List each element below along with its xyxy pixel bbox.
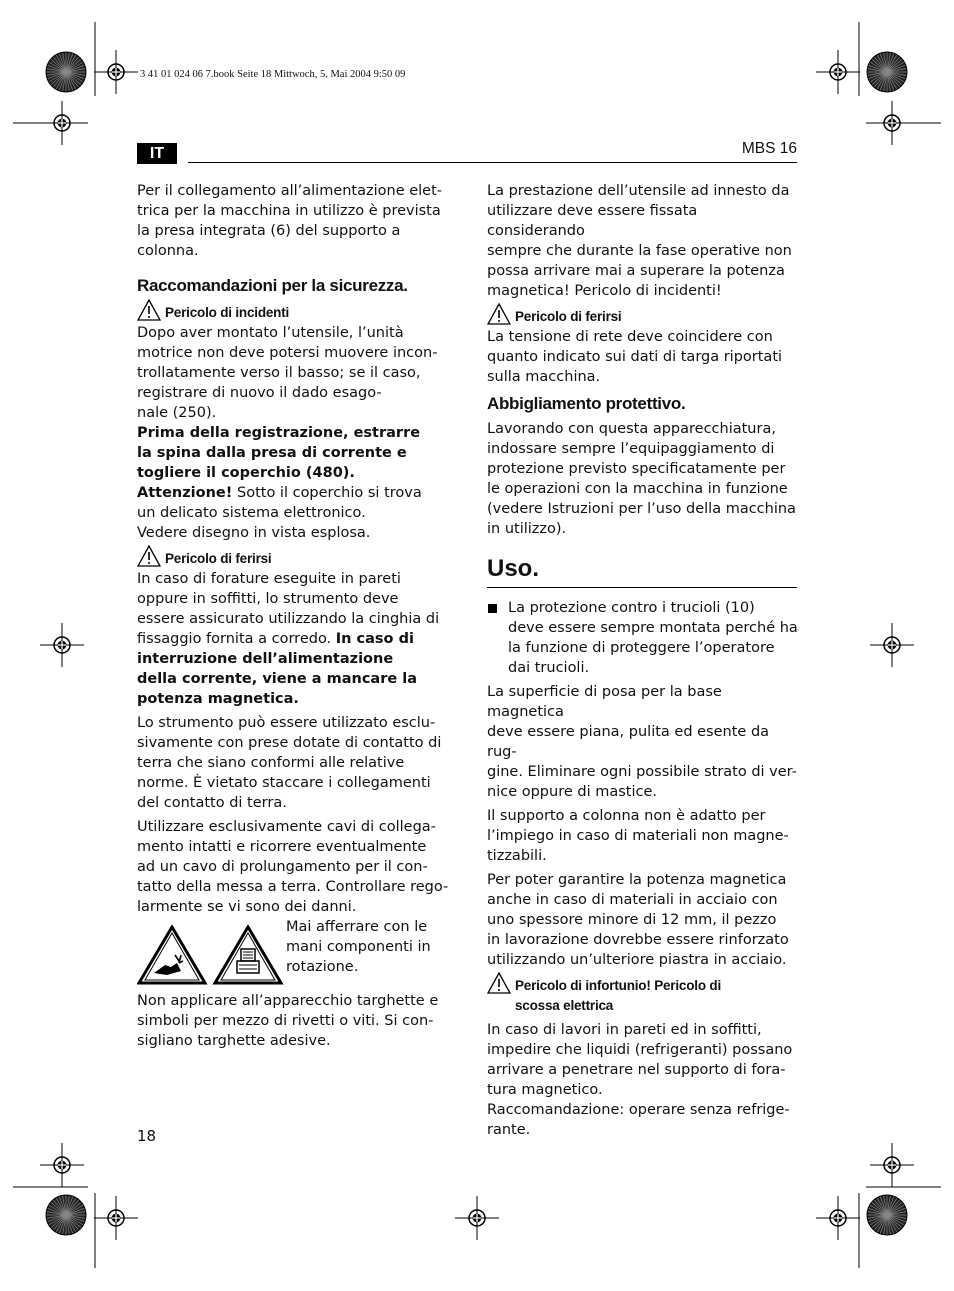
registration-starburst-icon [46, 52, 86, 92]
warning-electric-shock [487, 976, 799, 1016]
text-line: deve essere sempre montata perché ha [508, 620, 798, 636]
text-line: in utilizzo). [487, 521, 567, 537]
text-line: utilizzando un’ulteriore piastra in acciaio. [487, 952, 787, 968]
crosshair-icon [870, 101, 914, 145]
text-line: trollatamente verso il basso; se il caso, [137, 365, 421, 381]
crosshair-icon [870, 1143, 914, 1187]
text-line: impedire che liquidi (refrigeranti) possano [487, 1042, 793, 1058]
text-line: togliere il coperchio (480). [137, 465, 355, 481]
text-line: arrivare a penetrare nel supporto di fora- [487, 1062, 786, 1078]
text-line: nice oppure di mastice. [487, 784, 657, 800]
warning-title: Pericolo di ferirsi [515, 309, 622, 324]
text-line: potenza magnetica. [137, 691, 299, 707]
text-line: in lavorazione dovrebbe essere rinforzato [487, 932, 789, 948]
text-line: uno spessore minore di 12 mm, il pezzo [487, 912, 777, 928]
text-line: mento intatti e ricorrere eventualmente [137, 839, 427, 855]
text-line: della corrente, viene a mancare la [137, 671, 418, 687]
warning-triangle-icon [487, 303, 511, 325]
text-line: simboli per mezzo di rivetti o viti. Si con- [137, 1013, 434, 1029]
text-line: (vedere Istruzioni per l’uso della macchina [487, 501, 796, 517]
text-line: deve essere piana, pulita ed esente da rug- [487, 724, 770, 760]
crosshair-icon [816, 1196, 860, 1240]
text-line: sulla macchina. [487, 369, 601, 385]
book-file-line: 3 41 01 024 06 7.book Seite 18 Mittwoch, 5. Mai 2004 9:50 09 [140, 69, 406, 80]
text-line: Utilizzare esclusivamente cavi di collega- [137, 819, 436, 835]
warning-injury-1 [137, 549, 452, 569]
warning-title: Pericolo di ferirsi [165, 551, 272, 566]
text-line: Raccomandazione: operare senza refrige- [487, 1102, 790, 1118]
cables-paragraph [137, 817, 452, 917]
text-line: la presa integrata (6) del supporto a [137, 223, 401, 239]
text-line: quanto indicato sui dati di targa riportati [487, 349, 783, 365]
text-line: Non applicare all’apparecchio targhette e [137, 993, 439, 1009]
voltage-body [487, 327, 799, 387]
text-line: La tensione di rete deve coincidere con [487, 329, 773, 345]
header-rule [188, 162, 797, 163]
text-line: l’impiego in caso di materiali non magne- [487, 828, 789, 844]
text-line: ad un cavo di prolungamento per il con- [137, 859, 428, 875]
text-line: un delicato sistema elettronico. [137, 505, 366, 521]
text-line: tizzabili. [487, 848, 547, 864]
text-line: magnetica! Pericolo di incidenti! [487, 283, 722, 299]
text-line: rotazione. [286, 959, 359, 975]
crosshair-icon [870, 623, 914, 667]
warning-incidents [137, 303, 452, 323]
text-line: del contatto di terra. [137, 795, 287, 811]
text-line: norme. È vietato staccare i collegamenti [137, 775, 431, 791]
left-column [137, 181, 452, 1051]
text-line: tatto della messa a terra. Controllare rego- [137, 879, 449, 895]
crosshair-icon [94, 50, 138, 94]
intro-paragraph [137, 181, 452, 261]
steel-paragraph [487, 870, 799, 970]
text-line: dai trucioli. [508, 660, 590, 676]
text-line: Mai afferrare con le [286, 919, 428, 935]
text-line: indossare sempre l’equipaggiamento di [487, 441, 775, 457]
incidents-body [137, 323, 452, 423]
text-line: sivamente con prese dotate di contatto di [137, 735, 442, 751]
rotating-parts-hand-icon [137, 925, 287, 987]
text-line: nale (250). [137, 405, 217, 421]
text-line: Prima della registrazione, estrarre [137, 425, 421, 441]
text-line: In caso di forature eseguite in pareti [137, 571, 401, 587]
text-line: Dopo aver montato l’utensile, l’unità [137, 325, 404, 341]
language-badge: IT [137, 143, 177, 164]
protective-body [487, 419, 799, 539]
text-line: Lo strumento può essere utilizzato esclu- [137, 715, 436, 731]
text-line: trica per la macchina in utilizzo è prevista [137, 203, 441, 219]
power-paragraph [487, 181, 799, 301]
text-line: tura magnetico. [487, 1082, 603, 1098]
text-line: gine. Eliminare ogni possibile strato di ver- [487, 764, 797, 780]
warning-title: Pericolo di incidenti [165, 305, 290, 320]
text-line: le operazioni con la macchina in funzione [487, 481, 788, 497]
text-line: La prestazione dell’utensile ad innesto da [487, 183, 790, 199]
chip-guard-bullet [487, 598, 799, 678]
text-line: rante. [487, 1122, 531, 1138]
drilling-mixed-line: fissaggio fornita a corredo. In caso di [137, 631, 414, 647]
text-line: mani componenti in [286, 939, 431, 955]
crosshair-icon [40, 101, 84, 145]
warning-triangle-icon [487, 972, 511, 994]
text-line: utilizzare deve essere fissata considerando [487, 203, 698, 239]
crosshair-icon [40, 623, 84, 667]
text-line: anche in caso di materiali in acciaio con [487, 892, 778, 908]
text-line: possa arrivare mai a superare la potenza [487, 263, 785, 279]
text-line: larmente se vi sono dei danni. [137, 899, 357, 915]
text-line: sigliano targhette adesive. [137, 1033, 331, 1049]
crosshair-icon [94, 1196, 138, 1240]
text-line: Pericolo di infortunio! Pericolo di [515, 978, 722, 993]
text-line: La protezione contro i trucioli (10) [508, 600, 755, 616]
text-line: Il supporto a colonna non è adatto per [487, 808, 766, 824]
page-number: 18 [137, 1127, 157, 1145]
warning-injury-2 [487, 307, 799, 327]
text-line: essere assicurato utilizzando la cinghia di [137, 611, 440, 627]
text-line: registrare di nuovo il dado esago- [137, 385, 382, 401]
text-line: Vedere disegno in vista esplosa. [137, 525, 371, 541]
crosshair-icon [455, 1196, 499, 1240]
model-label: MBS 16 [741, 140, 797, 157]
attention-label: Attenzione! [137, 485, 233, 501]
text-line: Lavorando con questa apparecchiatura, [487, 421, 776, 437]
text-line: In caso di lavori in pareti ed in soffitti, [487, 1022, 762, 1038]
attention-line: Attenzione! Sotto il coperchio si trova [137, 485, 422, 501]
attention-tail [137, 503, 452, 543]
liquids-paragraph [487, 1020, 799, 1140]
text-line: motrice non deve potersi muovere incon- [137, 345, 438, 361]
use-heading: Uso. [487, 555, 540, 582]
bullet-square-icon [488, 604, 497, 613]
unplug-instruction [137, 423, 452, 483]
text-line: scossa elettrica [515, 998, 614, 1013]
labels-paragraph [137, 991, 452, 1051]
drilling-body [137, 569, 452, 629]
ground-paragraph [137, 713, 452, 813]
text-line: terra che siano conformi alle relative [137, 755, 405, 771]
text-line: oppure in soffitti, lo strumento deve [137, 591, 399, 607]
safety-heading: Raccomandazioni per la sicurezza. [137, 276, 408, 295]
text-line: sempre che durante la fase operative non [487, 243, 792, 259]
text-line: Per il collegamento all’alimentazione elet- [137, 183, 443, 199]
text-line: La superficie di posa per la base magnetica [487, 684, 722, 720]
text-line: protezione previsto specificatamente per [487, 461, 786, 477]
surface-paragraph [487, 682, 799, 802]
warning-triangle-icon [137, 545, 161, 567]
column-paragraph [487, 806, 799, 866]
registration-starburst-icon [867, 52, 907, 92]
text-line: colonna. [137, 243, 199, 259]
rotation-symbols-row [137, 917, 452, 987]
registration-starburst-icon [46, 1195, 86, 1235]
protective-clothing-heading: Abbigliamento protettivo. [487, 394, 686, 413]
text-line: la spina dalla presa di corrente e [137, 445, 407, 461]
right-column [487, 181, 799, 1140]
power-loss-warning [137, 649, 452, 709]
text-line: Per poter garantire la potenza magnetica [487, 872, 787, 888]
warning-title [515, 976, 721, 1016]
registration-starburst-icon [867, 1195, 907, 1235]
text-line: interruzione dell’alimentazione [137, 651, 394, 667]
text-line: la funzione di proteggere l’operatore [508, 640, 775, 656]
warning-triangle-icon [137, 299, 161, 321]
crosshair-icon [40, 1143, 84, 1187]
crosshair-icon [816, 50, 860, 94]
rotation-symbols-text [286, 917, 431, 977]
